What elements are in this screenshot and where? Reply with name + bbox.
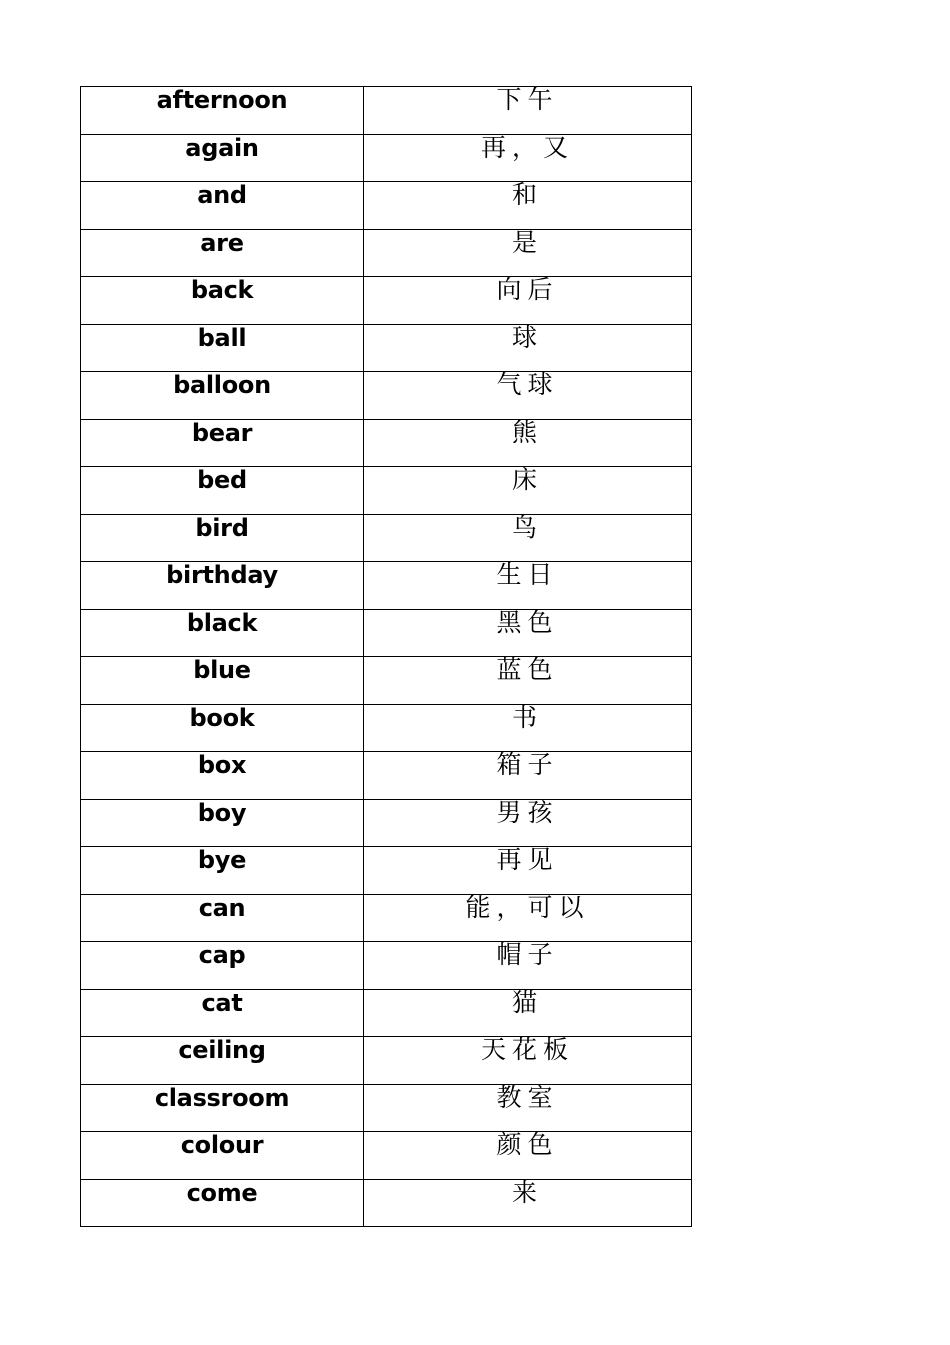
english-word: boy <box>81 799 364 847</box>
table-row <box>81 799 692 847</box>
chinese-translation: 再，又 <box>364 134 692 182</box>
table-row <box>81 989 692 1037</box>
table-row <box>81 1132 692 1180</box>
chinese-translation: 下午 <box>364 87 692 135</box>
chinese-translation: 男孩 <box>364 799 692 847</box>
chinese-translation: 气球 <box>364 372 692 420</box>
table-row <box>81 609 692 657</box>
english-word: cap <box>81 942 364 990</box>
table-row <box>81 1084 692 1132</box>
chinese-translation: 帽子 <box>364 942 692 990</box>
english-word: blue <box>81 657 364 705</box>
english-word: and <box>81 182 364 230</box>
english-word: bed <box>81 467 364 515</box>
table-row <box>81 134 692 182</box>
chinese-translation: 球 <box>364 324 692 372</box>
table-row <box>81 372 692 420</box>
english-word: birthday <box>81 562 364 610</box>
english-word: balloon <box>81 372 364 420</box>
english-word: are <box>81 229 364 277</box>
table-row <box>81 657 692 705</box>
vocabulary-table <box>80 86 692 1227</box>
table-row <box>81 277 692 325</box>
english-word: ceiling <box>81 1037 364 1085</box>
english-word: come <box>81 1179 364 1227</box>
english-word: bird <box>81 514 364 562</box>
english-word: cat <box>81 989 364 1037</box>
chinese-translation: 书 <box>364 704 692 752</box>
table-row <box>81 1179 692 1227</box>
english-word: box <box>81 752 364 800</box>
chinese-translation: 向后 <box>364 277 692 325</box>
chinese-translation: 颜色 <box>364 1132 692 1180</box>
table-row <box>81 752 692 800</box>
table-row <box>81 87 692 135</box>
english-word: again <box>81 134 364 182</box>
chinese-translation: 能，可以 <box>364 894 692 942</box>
table-row <box>81 419 692 467</box>
chinese-translation: 鸟 <box>364 514 692 562</box>
english-word: black <box>81 609 364 657</box>
chinese-translation: 猫 <box>364 989 692 1037</box>
chinese-translation: 熊 <box>364 419 692 467</box>
table-row <box>81 324 692 372</box>
vocabulary-table-body <box>81 87 692 1227</box>
table-row <box>81 182 692 230</box>
chinese-translation: 是 <box>364 229 692 277</box>
chinese-translation: 再见 <box>364 847 692 895</box>
chinese-translation: 箱子 <box>364 752 692 800</box>
table-row <box>81 894 692 942</box>
english-word: can <box>81 894 364 942</box>
chinese-translation: 教室 <box>364 1084 692 1132</box>
english-word: bear <box>81 419 364 467</box>
english-word: book <box>81 704 364 752</box>
english-word: classroom <box>81 1084 364 1132</box>
english-word: afternoon <box>81 87 364 135</box>
table-row <box>81 847 692 895</box>
table-row <box>81 942 692 990</box>
chinese-translation: 来 <box>364 1179 692 1227</box>
chinese-translation: 和 <box>364 182 692 230</box>
chinese-translation: 生日 <box>364 562 692 610</box>
table-row <box>81 1037 692 1085</box>
chinese-translation: 黑色 <box>364 609 692 657</box>
english-word: bye <box>81 847 364 895</box>
table-row <box>81 229 692 277</box>
table-row <box>81 704 692 752</box>
english-word: back <box>81 277 364 325</box>
english-word: colour <box>81 1132 364 1180</box>
chinese-translation: 蓝色 <box>364 657 692 705</box>
table-row <box>81 467 692 515</box>
table-row <box>81 562 692 610</box>
table-row <box>81 514 692 562</box>
english-word: ball <box>81 324 364 372</box>
chinese-translation: 床 <box>364 467 692 515</box>
chinese-translation: 天花板 <box>364 1037 692 1085</box>
